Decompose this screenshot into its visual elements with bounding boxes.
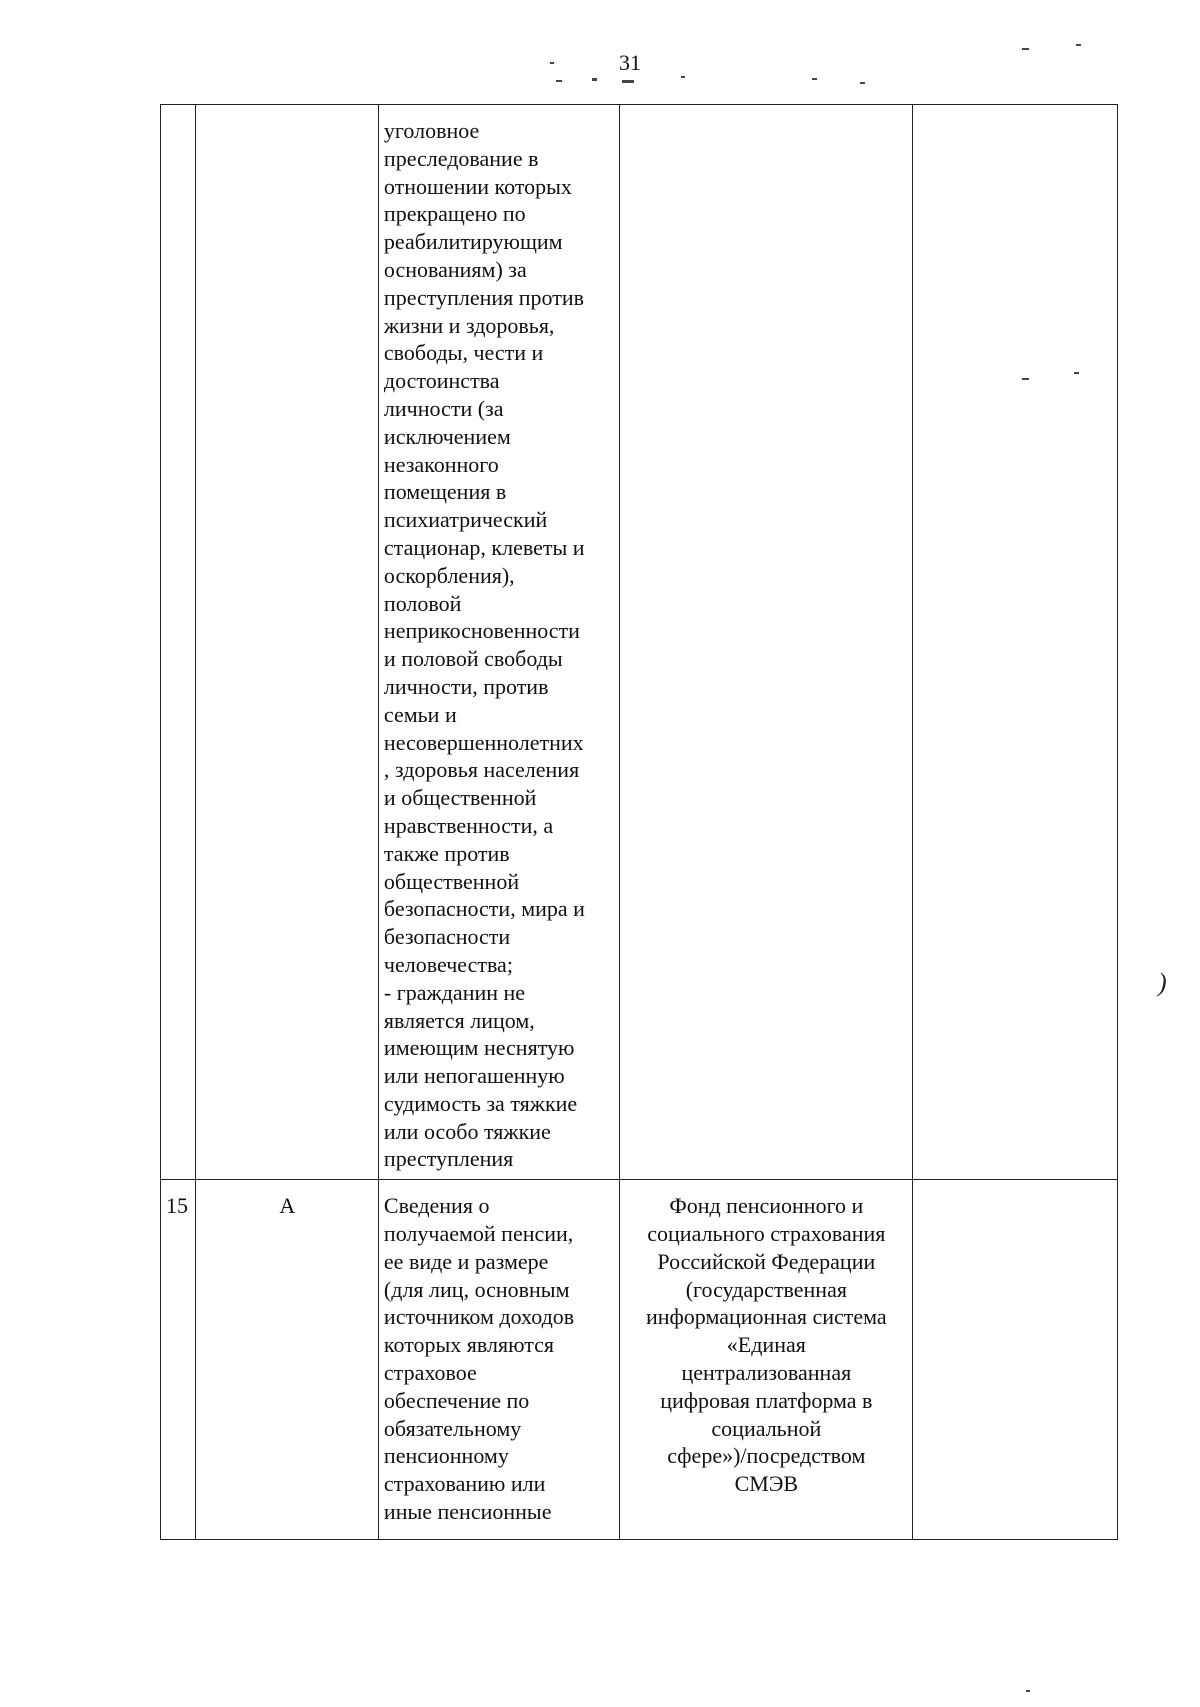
requirement-line: и половой свободы: [383, 646, 563, 672]
requirement-line: иные пенсионные: [383, 1499, 552, 1525]
requirement-line: нравственности, а: [383, 812, 554, 838]
requirement-line: достоинства: [383, 368, 500, 394]
requirement-line: преследование в: [383, 145, 539, 171]
requirement-line: пенсионному: [383, 1443, 509, 1469]
requirement-line: исключением: [383, 423, 511, 449]
requirement-line: Сведения о: [383, 1193, 490, 1219]
requirement-line: несовершеннолетних: [383, 729, 584, 755]
source-line: социального страхования: [647, 1221, 886, 1247]
requirement-line: ее виде и размере: [383, 1248, 549, 1274]
requirement-line: психиатрический: [383, 507, 548, 533]
requirement-line: страховое: [383, 1360, 477, 1386]
row-number-cell: 15: [161, 1180, 196, 1540]
requirement-line: жизни и здоровья,: [383, 312, 555, 338]
requirement-cell: [378, 1180, 619, 1540]
requirement-line: преступления: [383, 1146, 514, 1172]
requirement-line: неприкосновенности: [383, 618, 580, 644]
requirement-line: половой: [383, 590, 462, 616]
requirement-line: оскорбления),: [383, 562, 515, 588]
category-letter-cell: [195, 105, 378, 1180]
requirement-line: судимость за тяжкие: [383, 1090, 578, 1116]
requirement-line: или особо тяжкие: [383, 1118, 551, 1144]
table-row: [161, 1180, 1118, 1540]
requirement-line: человечества;: [383, 951, 513, 977]
source-line: сфере»)/посредством: [667, 1443, 866, 1469]
row-number-cell: [161, 105, 196, 1180]
requirement-line: личности (за: [383, 395, 504, 421]
margin-pen-mark: ): [1158, 968, 1167, 997]
source-line: «Единая: [726, 1332, 806, 1358]
requirement-line: отношении которых: [383, 173, 572, 199]
requirement-line: , здоровья населения: [383, 757, 580, 783]
requirement-line: прекращено по: [383, 201, 526, 227]
requirement-line: основаниям) за: [383, 256, 527, 282]
requirements-table: [160, 104, 1118, 1540]
requirement-line: помещения в: [383, 479, 507, 505]
requirement-line: реабилитирующим: [383, 229, 563, 255]
scan-speck: [812, 78, 817, 80]
scan-speck: [860, 82, 865, 84]
scan-speck: [1076, 44, 1081, 46]
requirement-line: имеющим неснятую: [383, 1035, 575, 1061]
requirement-line: страхованию или: [383, 1471, 546, 1497]
source-cell: [620, 1180, 913, 1540]
category-letter-cell: А: [195, 1180, 378, 1540]
requirement-cell: [378, 105, 619, 1180]
requirement-line: свободы, чести и: [383, 340, 544, 366]
requirement-line: источником доходов: [383, 1304, 575, 1330]
scan-speck: [550, 62, 554, 64]
requirement-line: личности, против: [383, 673, 549, 699]
scan-speck: [681, 76, 685, 78]
requirement-line: получаемой пенсии,: [383, 1221, 574, 1247]
last-cell: [912, 1180, 1117, 1540]
scan-speck: [622, 80, 634, 83]
requirement-line: или непогашенную: [383, 1063, 565, 1089]
scan-speck: [1026, 1690, 1030, 1692]
requirement-line: также против: [383, 840, 510, 866]
requirement-line: (для лиц, основным: [383, 1276, 570, 1302]
requirement-line: обязательному: [383, 1415, 522, 1441]
source-line: Фонд пенсионного и: [669, 1193, 864, 1219]
scan-speck: [592, 78, 597, 81]
source-line: информационная система: [645, 1304, 887, 1330]
requirement-line: общественной: [383, 868, 520, 894]
last-cell: [912, 105, 1117, 1180]
requirement-line: стационар, клеветы и: [383, 534, 585, 560]
source-line: (государственная: [685, 1276, 847, 1302]
requirement-line: безопасности, мира и: [383, 896, 585, 922]
requirement-line: обеспечение по: [383, 1387, 530, 1413]
source-line: СМЭВ: [734, 1471, 799, 1497]
requirement-line: и общественной: [383, 785, 537, 811]
requirement-line: - гражданин не: [383, 979, 526, 1005]
scan-speck: [556, 80, 562, 82]
requirement-line: преступления против: [383, 284, 585, 310]
requirement-line: уголовное: [383, 118, 480, 143]
table-row: [161, 105, 1118, 1180]
page-number: 31: [619, 50, 641, 75]
requirement-line: семьи и: [383, 701, 457, 727]
source-line: социальной: [711, 1415, 822, 1441]
source-line: централизованная: [681, 1360, 852, 1386]
source-line: цифровая платформа в: [660, 1387, 873, 1413]
source-cell: [620, 105, 913, 1180]
source-line: Российской Федерации: [657, 1248, 876, 1274]
requirement-line: является лицом,: [383, 1007, 535, 1033]
requirement-line: безопасности: [383, 924, 511, 950]
scan-speck: [1022, 48, 1029, 50]
requirement-line: незаконного: [383, 451, 499, 477]
requirement-line: которых являются: [383, 1332, 555, 1358]
